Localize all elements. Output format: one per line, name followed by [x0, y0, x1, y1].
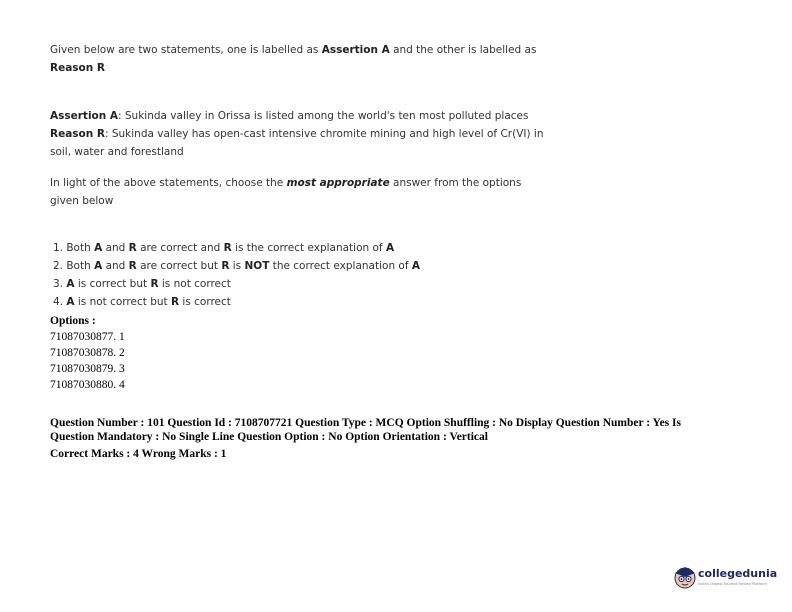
- option-item: 71087030879. 3: [50, 363, 125, 375]
- choice-text: 1. Both: [53, 242, 95, 254]
- choice-text: are correct but: [136, 260, 222, 272]
- reason-statement-text-2: soil, water and forestland: [50, 146, 184, 158]
- choice-text: and: [102, 260, 129, 272]
- choice-r: R: [221, 260, 230, 272]
- choice-text: is the correct explanation of: [231, 242, 386, 254]
- collegedunia-logo: [673, 563, 778, 593]
- instruction-line-1: [50, 177, 521, 189]
- assertion-statement-text: : Sukinda valley in Orissa is listed among the world's ten most polluted places: [118, 110, 529, 122]
- choice-3: [53, 278, 231, 290]
- brand-tagline: India's largest Student Review Platform: [698, 582, 767, 586]
- instruction-text-end: answer from the options: [389, 177, 522, 189]
- intro-text: Given below are two statements, one is labelled as: [50, 44, 322, 56]
- reason-statement-text: : Sukinda valley has open-cast intensive chromite mining and high level of Cr(VI) in: [104, 128, 544, 140]
- choice-text: is correct but: [74, 278, 151, 290]
- assertion-statement-label: Assertion A: [50, 110, 119, 122]
- instruction-emphasis: most appropriate: [286, 177, 390, 189]
- choice-r: R: [128, 260, 137, 272]
- choice-1: [53, 242, 394, 254]
- choice-a: A: [66, 296, 75, 308]
- intro-text-end: and the other is labelled as: [389, 44, 537, 56]
- choice-text: is not correct but: [74, 296, 171, 308]
- choice-text: the correct explanation of: [269, 260, 412, 272]
- choice-text: is not correct: [158, 278, 231, 290]
- mascot-icon: [673, 564, 697, 592]
- choice-r: R: [128, 242, 137, 254]
- question-meta-line-1: Question Number : 101 Question Id : 7108707721 Question Type : MCQ Option Shuffling : No Display Question Number : Yes Is: [50, 417, 681, 429]
- choice-a: A: [94, 242, 103, 254]
- choice-text: are correct and: [136, 242, 224, 254]
- choice-2: [53, 260, 420, 272]
- choice-a: A: [94, 260, 103, 272]
- instruction-text: In light of the above statements, choose the: [50, 177, 287, 189]
- choice-text: 4.: [53, 296, 67, 308]
- brand-name: collegedunia: [698, 567, 778, 580]
- question-meta-line-3: Correct Marks : 4 Wrong Marks : 1: [50, 448, 227, 460]
- options-heading: Options :: [50, 315, 96, 327]
- reason-statement: [50, 128, 543, 140]
- choice-text: 3.: [53, 278, 67, 290]
- intro-line-1: [50, 44, 536, 56]
- reason-label: Reason R: [50, 62, 105, 74]
- option-item: 71087030877. 1: [50, 331, 125, 343]
- choice-a: A: [66, 278, 75, 290]
- reason-statement-cont: [50, 146, 184, 158]
- choice-a: A: [385, 242, 395, 254]
- assertion-label: Assertion A: [321, 44, 390, 56]
- assertion-statement: [50, 110, 528, 122]
- reason-statement-label: Reason R: [50, 128, 105, 140]
- choice-a: A: [411, 260, 421, 272]
- choice-text: is correct: [179, 296, 231, 308]
- choice-text: 2. Both: [53, 260, 95, 272]
- choice-r: R: [150, 278, 159, 290]
- instruction-line-2: [50, 195, 113, 207]
- option-item: 71087030880. 4: [50, 379, 125, 391]
- choice-4: [53, 296, 231, 308]
- choice-r: R: [223, 242, 232, 254]
- choice-r: R: [170, 296, 180, 308]
- choice-text: is: [229, 260, 245, 272]
- option-item: 71087030878. 2: [50, 347, 125, 359]
- choice-text: and: [102, 242, 129, 254]
- question-meta-line-2: Question Mandatory : No Single Line Question Option : No Option Orientation : Vertical: [50, 431, 488, 443]
- choice-not: NOT: [244, 260, 270, 272]
- intro-line-2: [50, 62, 105, 74]
- instruction-text-2: given below: [50, 195, 114, 207]
